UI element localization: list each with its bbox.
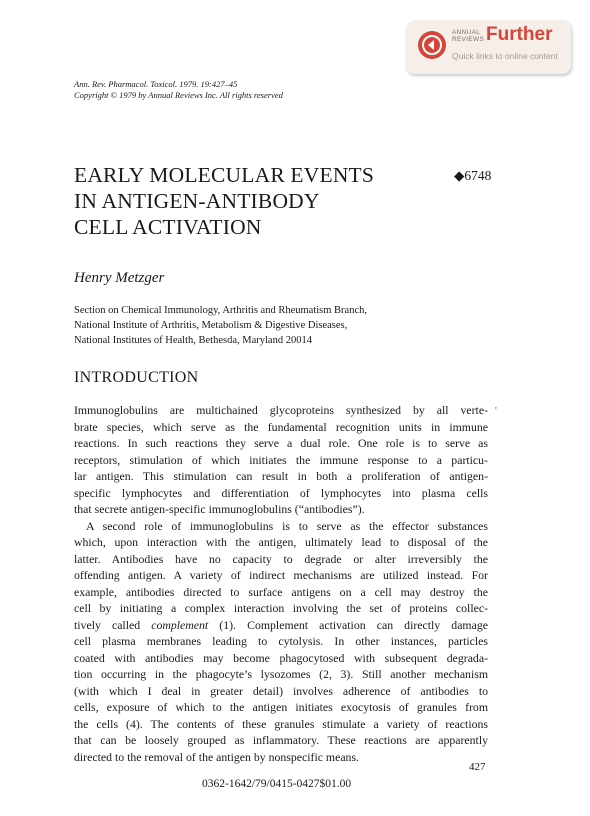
body-line: (with which I deal in greater detail) involves adherence of antibodies to [74, 683, 488, 698]
body-line: coated with antibodies may become phagocytosed with subsequent degrada- [74, 650, 488, 665]
annual-reviews-further-badge[interactable] [406, 20, 571, 74]
badge-quick-links[interactable]: Quick links to online content [452, 51, 558, 61]
article-id: ◆6748 [454, 168, 492, 183]
title-line: EARLY MOLECULAR EVENTS [74, 163, 375, 187]
body-line: the cells (4). The contents of these granules stimulate a variety of reactions [74, 716, 488, 731]
body-line: brate species, which serve as the fundamental recognition units in immune [74, 419, 488, 434]
affiliation-line: National Institutes of Health, Bethesda, Maryland 20014 [74, 335, 312, 346]
author-affiliation [74, 303, 367, 348]
body-line: cell plasma membranes leading to cytolysis. In other instances, particles [74, 634, 488, 648]
issn-code: 0362-1642/79/0415-0427$01.00 [202, 778, 352, 790]
body-line: tively called complement (1). Complement activation can directly damage [74, 617, 488, 632]
section-heading-introduction: INTRODUCTION [74, 369, 199, 386]
badge-further-link[interactable]: Further [486, 24, 553, 45]
body-line: lar antigen. This stimulation can result in both a proliferation of antigen- [74, 469, 488, 483]
body-line: that secrete antigen-specific immunoglobulins (“antibodies”). [74, 502, 365, 516]
introduction-body [74, 402, 488, 765]
citation-block [74, 79, 283, 101]
title-line: CELL ACTIVATION [74, 215, 262, 239]
body-line: cell by initiating a complex interaction involving the set of proteins collec- [74, 601, 488, 615]
body-line: reactions. In such reactions they serve a dual role. One role is to serve as [74, 436, 488, 450]
title-line: IN ANTIGEN-ANTIBODY [74, 189, 320, 213]
author-name: Henry Metzger [74, 270, 165, 286]
page-number: 427 [469, 761, 486, 773]
badge-brand-name: ANNUAL REVIEWS [452, 29, 485, 43]
margin-mark: ' [495, 406, 497, 417]
copyright-line: Copyright © 1979 by Annual Reviews Inc. All rights reserved [74, 90, 283, 100]
body-line: directed to the removal of the antigen by nonspecific means. [74, 749, 359, 764]
body-line: which, upon interaction with the antigen, ultimately lead to disposal of the [74, 535, 488, 549]
body-line: receptors, stimulation of which initiates the immune response to a particu- [74, 452, 488, 467]
body-line: tion occurring in the phagocyte’s lysozomes (2, 3). Still another mechanism [74, 667, 488, 681]
play-arrow-icon[interactable] [418, 31, 446, 59]
body-line: that can be loosely grouped as inflammatory. These reactions are apparently [74, 733, 488, 747]
body-line: offending antigen. A variety of indirect mechanisms are utilized instead. For [74, 568, 488, 582]
citation-line: Ann. Rev. Pharmacol. Toxicol. 1979. 19:427–45 [74, 79, 238, 89]
affiliation-line: National Institute of Arthritis, Metabolism & Digestive Diseases, [74, 320, 348, 331]
affiliation-line: Section on Chemical Immunology, Arthritis and Rheumatism Branch, [74, 305, 367, 316]
emphasized-term: complement [151, 617, 209, 632]
body-line: latter. Antibodies have no capacity to degrade or alter irreversibly the [74, 551, 488, 566]
body-line: cells, exposure of which to the antigen initiates exocytosis of granules from [74, 700, 488, 714]
body-line: A second role of immunoglobulins is to serve as the effector substances [86, 518, 488, 533]
body-line: Immunoglobulins are multichained glycoproteins synthesized by all verte- [74, 403, 488, 417]
body-line: example, antibodies directed to surface antigens on a cell may destroy the [74, 584, 488, 599]
article-title [74, 162, 374, 240]
body-line: specific lymphocytes and differentiation of lymphocytes into plasma cells [74, 485, 488, 500]
